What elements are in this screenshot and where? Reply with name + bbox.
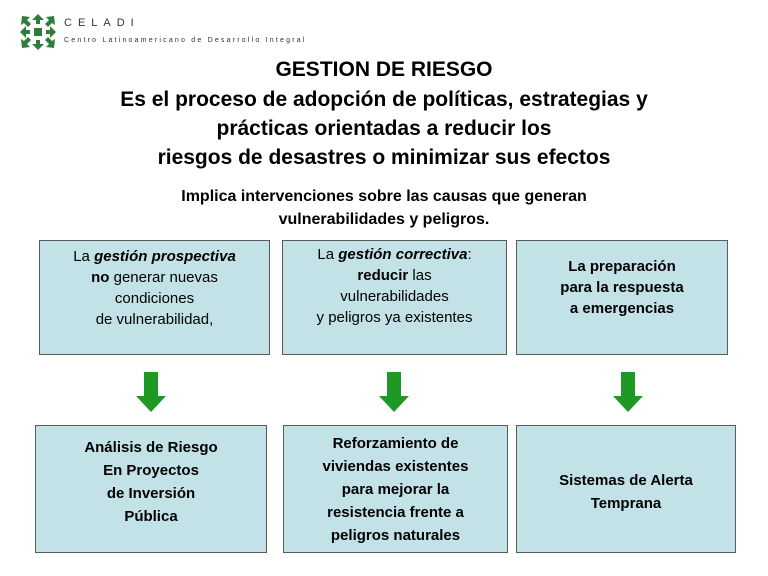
subtitle-line: prácticas orientadas a reducir los — [216, 117, 552, 140]
implica-line: vulnerabilidades y peligros. — [278, 211, 490, 228]
box-line: viviendas existentes — [322, 458, 469, 475]
box-line: vulnerabilidades — [340, 288, 449, 305]
box-line: y peligros ya existentes — [316, 309, 473, 326]
box-line: de vulnerabilidad, — [95, 311, 214, 328]
subtitle-line: Es el proceso de adopción de políticas, estrategias y — [120, 88, 648, 111]
prospective-management-box — [39, 240, 270, 355]
box-line: La gestión prospectiva — [73, 248, 236, 265]
box-line: de Inversión — [106, 485, 196, 502]
corrective-management-box — [282, 240, 507, 355]
box-line: La gestión correctiva: — [317, 246, 472, 263]
box-line: para la respuesta — [560, 279, 684, 296]
box-line: Sistemas de Alerta — [559, 472, 693, 489]
box-line: Análisis de Riesgo — [84, 439, 218, 456]
box-line: para mejorar la — [341, 481, 450, 498]
housing-reinforcement-box — [283, 425, 508, 553]
brand-name: CELADI — [64, 17, 140, 29]
box-line: reducir las — [357, 267, 432, 284]
box-line: Reforzamiento de — [332, 435, 459, 452]
down-arrow-icon — [136, 372, 166, 412]
box-line: Temprana — [590, 495, 662, 512]
box-line: Pública — [124, 508, 178, 525]
celadi-logo-icon — [20, 14, 56, 50]
down-arrow-icon — [613, 372, 643, 412]
slide-subtitle — [50, 85, 718, 172]
implica-text — [80, 185, 688, 231]
box-line: resistencia frente a — [327, 504, 464, 521]
early-warning-box — [516, 425, 736, 553]
risk-analysis-box — [35, 425, 267, 553]
implica-line: Implica intervenciones sobre las causas que generan — [181, 188, 587, 205]
box-line: no generar nuevas — [91, 269, 218, 286]
slide-title: GESTION DE RIESGO — [275, 58, 493, 81]
emergency-preparedness-box — [516, 240, 728, 355]
box-line: peligros naturales — [330, 527, 461, 544]
box-line: En Proyectos — [103, 462, 199, 479]
box-line: condiciones — [114, 290, 195, 307]
down-arrow-icon — [379, 372, 409, 412]
box-line: a emergencias — [569, 300, 675, 317]
brand-subtitle: Centro Latinoamericano de Desarrollo Integral — [64, 37, 307, 44]
subtitle-line: riesgos de desastres o minimizar sus efectos — [157, 146, 611, 169]
box-line: La preparación — [568, 258, 676, 275]
